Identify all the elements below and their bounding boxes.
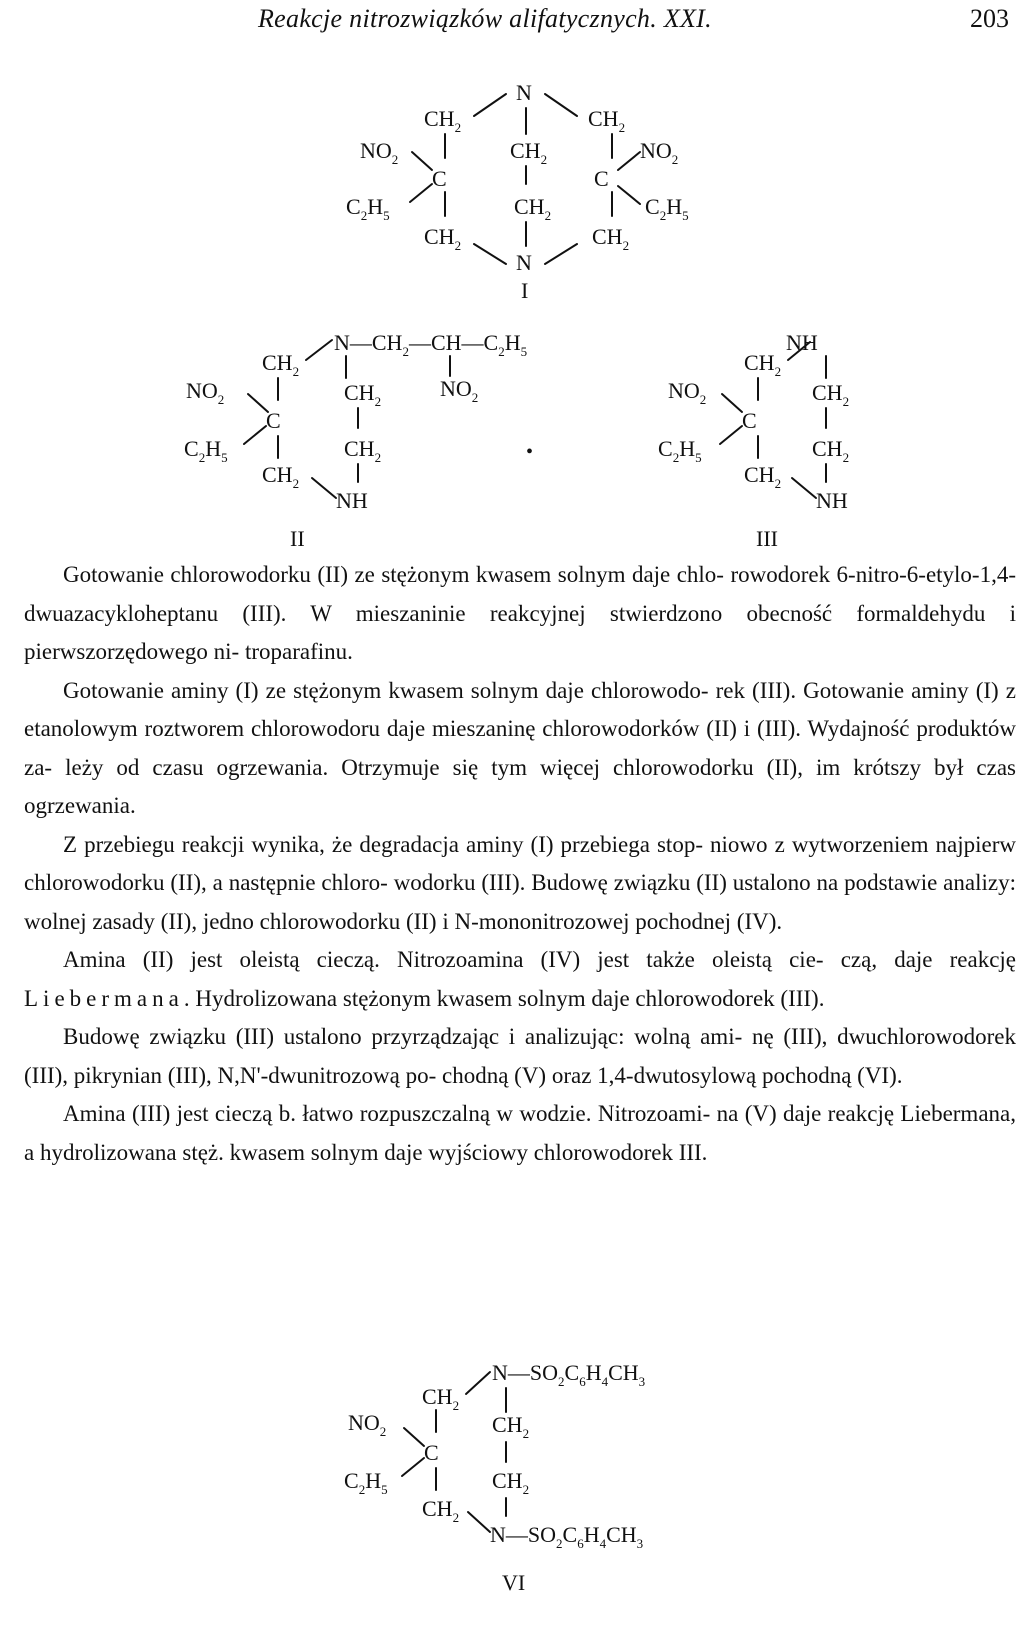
label-i: I	[521, 278, 529, 303]
bond	[466, 1372, 490, 1394]
atom-ch2: $CH_2$	[514, 194, 552, 223]
atom-ch2: $CH_2$	[744, 350, 782, 379]
atom-ch2: $CH_2$	[344, 436, 382, 465]
text-line: wodorku (III). Budowę związku (II) ustalono na podstawie analizy: wolnej	[24, 870, 1016, 934]
atom-ch2: $CH_2$	[424, 224, 462, 253]
bond	[468, 1512, 490, 1532]
text-line: troparafinu.	[244, 639, 353, 664]
text-line: leży od czasu ogrzewania. Otrzymuje się tym więcej chlorowodorku (II),	[65, 754, 803, 780]
dot: •	[526, 441, 534, 463]
text-line: niowo z wytworzeniem najpierw chlorowodorku (II), a następnie chloro-	[24, 831, 1017, 895]
atom-c2h5: $C_2H_5$	[645, 194, 689, 223]
atom-ch2: $CH_2$	[812, 380, 850, 409]
atom-c: C	[742, 408, 757, 433]
atom-ch2: $CH_2$	[344, 380, 382, 409]
atom-n-so2-top: $N—SO_2C_6H_4CH_3$	[492, 1360, 646, 1389]
text-line: Z przebiegu reakcji wynika, że degradacja aminy (I) przebiega stop-	[63, 831, 703, 857]
atom-ch2: $CH_2$	[812, 436, 850, 465]
atom-c2h5: $C_2H_5$	[184, 436, 228, 465]
text-line: daje wyjściowy chlorowodorek III.	[384, 1139, 708, 1165]
text-line: reakcyjnej stwierdzono obecność formaldehydu i pierwszorzędowego ni-	[24, 600, 1016, 664]
text-line: Amina (II) jest oleistą cieczą. Nitrozoamina (IV) jest także oleistą cie-	[63, 947, 824, 972]
atom-no2: $NO_2$	[360, 138, 399, 167]
atom-n-so2-bottom: $N—SO_2C_6H_4CH_3$	[490, 1522, 644, 1551]
atom-nh: NH	[816, 488, 848, 513]
atom-c2h5: $C_2H_5$	[346, 194, 390, 223]
text-line: Gotowanie chlorowodorku (II) ze stężonym kwasem solnym daje chlo-	[63, 562, 724, 587]
atom-n-chain: $N—CH_2—CH—C_2H_5$	[334, 330, 528, 359]
atom-c2h5: $C_2H_5$	[658, 436, 702, 465]
atom-c: C	[424, 1440, 439, 1465]
label-ii: II	[290, 526, 305, 551]
atom-no2: $NO_2$	[186, 378, 225, 407]
atom-ch2: $CH_2$	[588, 106, 626, 135]
text-line: im krótszy był czas ogrzewania.	[24, 754, 1016, 818]
atom-nh: NH	[336, 488, 368, 513]
bond	[402, 1458, 424, 1476]
atom-ch2: $CH_2$	[424, 106, 462, 135]
text-line: chodną (V) oraz 1,4-dwutosylową pochodną (VI).	[442, 1062, 903, 1088]
label-iii: III	[756, 526, 778, 551]
atom-no2: $NO_2$	[440, 376, 479, 405]
atom-c2h5: $C_2H_5$	[344, 1468, 388, 1497]
text-line: rowodorek 6-nitro-6-etylo-1,4-dwuazacykloheptanu (III). W mieszaninie	[24, 562, 1017, 626]
text-line: na (V) daje reakcję Liebermana, a hydrolizowana stęż. kwasem solnym	[24, 1101, 1016, 1165]
atom-no2: $NO_2$	[348, 1410, 387, 1439]
text-line: rek (III). Gotowanie aminy (I) z etanolowym roztworem chlorowodoru	[24, 677, 1016, 741]
atom-ch2: $CH_2$	[510, 138, 548, 167]
page-number: 203	[970, 4, 1009, 33]
atom-ch2: $CH_2$	[492, 1468, 530, 1497]
text-line: Gotowanie aminy (I) ze stężonym kwasem solnym daje chlorowodo-	[63, 677, 709, 703]
label-vi: VI	[502, 1570, 526, 1595]
text-line: Amina (III) jest cieczą b. łatwo rozpuszczalną w wodzie. Nitrozoami-	[63, 1101, 711, 1126]
atom-c: C	[594, 166, 609, 191]
atom-no2: $NO_2$	[640, 138, 679, 167]
text-line: solnym daje chlorowodorek (III).	[517, 985, 825, 1011]
text-line: zasady (II), jedno chlorowodorku (II) i N-mononitrozowej pochodnej (IV).	[92, 908, 783, 934]
atom-ch2: $CH_2$	[422, 1384, 460, 1413]
spaced-name-liebermana: Liebermana	[24, 985, 184, 1011]
atom-c: C	[266, 408, 281, 433]
atom-n-top: N	[516, 80, 532, 105]
text-segment: . Hydrolizowana stężonym kwasem	[183, 985, 513, 1011]
bond	[404, 1428, 424, 1446]
text-line: Budowę związku (III) ustalono przyrządzając i analizując: wolną ami-	[63, 1024, 743, 1049]
atom-ch2: $CH_2$	[592, 224, 630, 253]
running-title: Reakcje nitrozwiązków alifatycznych. XXI.	[258, 4, 712, 33]
text-line: daje mieszaninę chlorowodorków (II) i (III). Wydajność produktów za-	[24, 716, 1016, 780]
atom-ch2: $CH_2$	[262, 350, 300, 379]
atom-c: C	[432, 166, 447, 191]
atom-ch2: $CH_2$	[262, 462, 300, 491]
atom-nh-top: NH	[786, 330, 818, 355]
atom-ch2: $CH_2$	[744, 462, 782, 491]
atom-n-bottom: N	[516, 250, 532, 275]
text-line: nę (III), dwuchlorowodorek (III), pikrynian (III), N,N'-dwunitrozową po-	[24, 1024, 1016, 1088]
atom-ch2: $CH_2$	[492, 1412, 530, 1441]
atom-no2: $NO_2$	[668, 378, 707, 407]
text-segment: czą, daje reakcję	[840, 947, 1017, 972]
atom-ch2: $CH_2$	[422, 1496, 460, 1525]
